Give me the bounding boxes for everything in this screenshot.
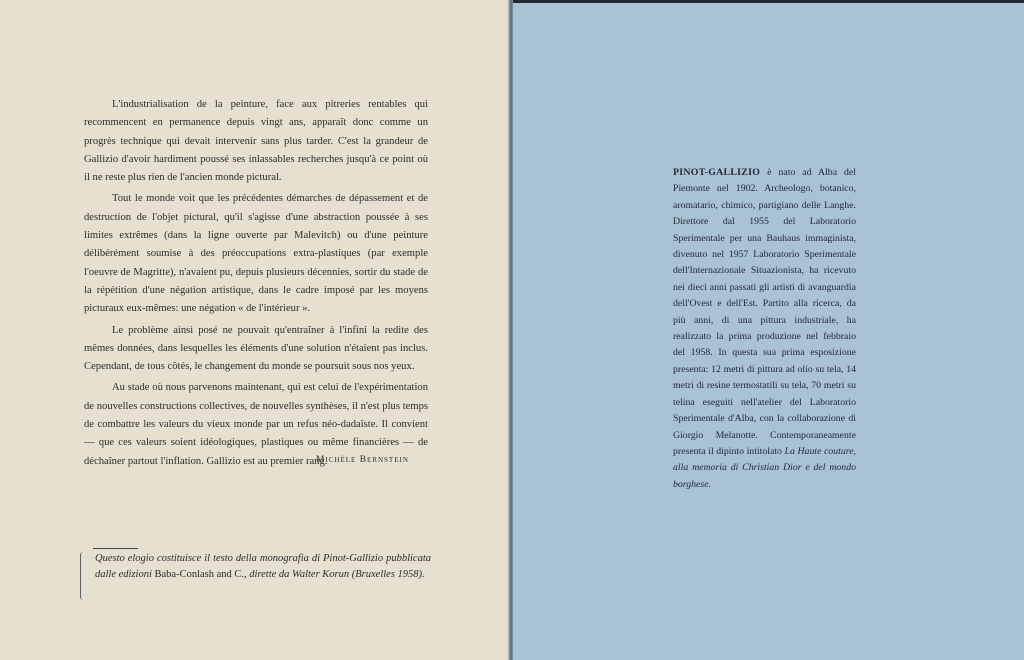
- footnote-italic-1: Questo elogio costituisce il testo della monografia di Pinot-Gallizio pubblicata dalle edizioni: [95, 553, 431, 580]
- author-signature: Michèle Bernstein: [316, 455, 409, 465]
- artist-name: PINOT-GALLIZIO: [673, 167, 761, 178]
- margin-bracket-mark: [80, 552, 83, 600]
- essay-paragraph-2: Tout le monde voit que les précédentes démarches de dépassement et de destruction de l'objet pictural, qu'il s'agisse d'une abstraction poussée à ses limites extrêmes (dans la ligne ouverte par Malevitch) ou d'une peinture délibérément soumise à des préoccupations extra-plastiques (par exemple l'oeuvre de Magritte), n'avaient pu, depuis plusieurs décennies, sortir du stade de la répétition d'une négation artistique, dans le cadre imposé par les moyens picturaux eux-mêmes: une négation « de l'intérieur ».: [84, 193, 428, 315]
- left-page: [0, 0, 508, 660]
- footnote-italic-2: dirette da Walter Korun (Bruxelles 1958).: [246, 569, 425, 580]
- essay-paragraph-4: Au stade où nous parvenons maintenant, qui est celui de l'expérimentation de nouvelles constructions collectives, de nouvelles synthèses, il n'est plus temps de combattre les valeurs du vieux monde par un refus néo-dadaïste. Il convient — que ces valeurs soient idéologiques, plastiques ou même financières — de déchaîner partout l'inflation. Gallizio est au premier rang.: [84, 382, 428, 467]
- essay-paragraph-1: L'industrialisation de la peinture, face aux pitreries rentables qui recommencent en permanence depuis vingt ans, apparaît donc comme un progrès technique qui devait intervenir sans plus tarder. C'est la grandeur de Gallizio d'avoir hardiment poussé ses inlassables recherches jusqu'à ce point où il ne reste plus rien de l'ancien monde pictural.: [84, 99, 428, 184]
- artist-bio: [673, 165, 856, 493]
- bio-text: è nato ad Alba del Piemonte nel 1902. Archeologo, botanico, aromatario, chimico, partigiano delle Langhe. Direttore dal 1955 del Laboratorio Sperimentale per una Bauhaus immaginista, divenuto nel 1957 Laboratorio Sperimentale dell'Internazionale Situazionista, ha ricevuto nei dieci anni passati gli artisti di avanguardia dell'Ovest e dell'Est. Partito alla ricerca, da più anni, di una pittura industriale, ha realizzato la prima produzione nel febbraio del 1958. In questa sua prima esposizione presenta: 12 metri di pittura ad olio su tela, 14 metri di resine termostatili su tela, 70 metri su telina eseguiti nell'atelier del Laboratorio Sperimentale d'Alba, con la collaborazione di Giorgio Melanotte. Contemporaneamente presenta il dipinto intitolato: [673, 167, 856, 457]
- artwork-title: La Haute couture, alla memoria di Christian Dior e del mondo borghese.: [673, 445, 857, 490]
- essay-text: [84, 96, 428, 471]
- footnote-divider: [93, 548, 138, 549]
- essay-paragraph-3: Le problème ainsi posé ne pouvait qu'entraîner à l'infini la redite des mêmes données, dans lesquelles les éléments d'une solution n'étaient pas inclus. Cependant, de tous côtés, le changement du monde se poursuit sous nos yeux.: [84, 324, 428, 373]
- footnote-publisher: Baba-Conlash and C.,: [154, 569, 247, 580]
- footnote: [95, 551, 431, 583]
